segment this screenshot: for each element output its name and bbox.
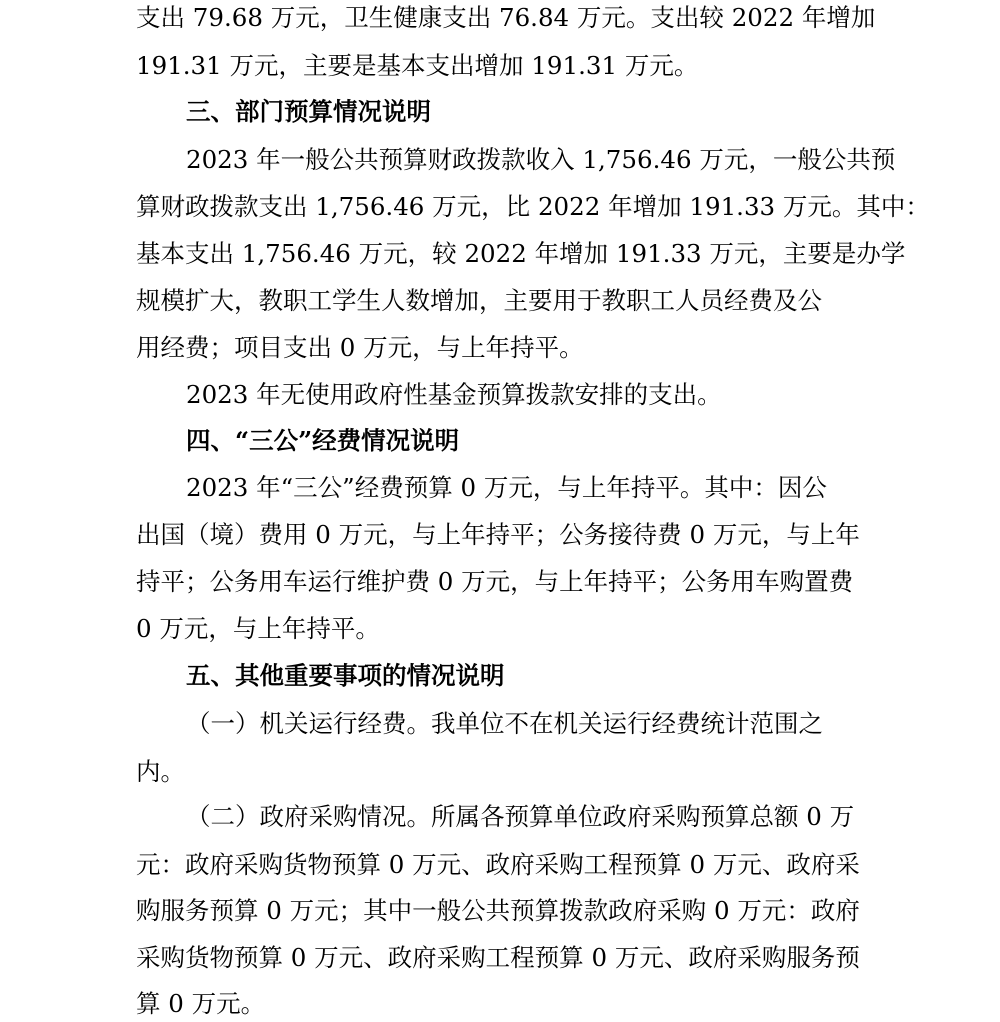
- paragraph-line: 2023 年“三公”经费预算 0 万元，与上年持平。其中：因公: [186, 473, 827, 502]
- paragraph-line: 内。: [136, 757, 185, 786]
- paragraph-line: 2023 年一般公共预算财政拨款收入 1,756.46 万元，一般公共预: [186, 145, 896, 174]
- section-heading-other-matters: 五、其他重要事项的情况说明: [186, 661, 505, 690]
- paragraph-line: 支出 79.68 万元，卫生健康支出 76.84 万元。支出较 2022 年增加: [136, 3, 876, 32]
- paragraph-line: 规模扩大，教职工学生人数增加，主要用于教职工人员经费及公: [136, 286, 822, 315]
- section-heading-budget: 三、部门预算情况说明: [186, 97, 431, 126]
- paragraph-line: 元：政府采购货物预算 0 万元、政府采购工程预算 0 万元、政府采: [136, 850, 860, 879]
- paragraph-line: 0 万元，与上年持平。: [136, 614, 380, 643]
- section-heading-three-public: 四、“三公”经费情况说明: [186, 426, 460, 455]
- paragraph-line: 191.31 万元，主要是基本支出增加 191.31 万元。: [136, 51, 699, 80]
- paragraph-line: 采购货物预算 0 万元、政府采购工程预算 0 万元、政府采购服务预: [136, 943, 860, 972]
- paragraph-line: 持平；公务用车运行维护费 0 万元，与上年持平；公务用车购置费: [136, 567, 854, 596]
- paragraph-line: （二）政府采购情况。所属各预算单位政府采购预算总额 0 万: [186, 802, 855, 831]
- paragraph-line: 购服务预算 0 万元；其中一般公共预算拨款政府采购 0 万元：政府: [136, 896, 860, 925]
- paragraph-line: 用经费；项目支出 0 万元，与上年持平。: [136, 333, 584, 362]
- paragraph-line: （一）机关运行经费。我单位不在机关运行经费统计范围之: [186, 709, 823, 738]
- paragraph-line: 算 0 万元。: [136, 989, 266, 1018]
- paragraph-line: 2023 年无使用政府性基金预算拨款安排的支出。: [186, 380, 722, 409]
- paragraph-line: 算财政拨款支出 1,756.46 万元，比 2022 年增加 191.33 万元。其中：: [136, 192, 930, 221]
- paragraph-line: 出国（境）费用 0 万元，与上年持平；公务接待费 0 万元，与上年: [136, 520, 860, 549]
- paragraph-line: 基本支出 1,756.46 万元，较 2022 年增加 191.33 万元，主要是办学: [136, 239, 906, 268]
